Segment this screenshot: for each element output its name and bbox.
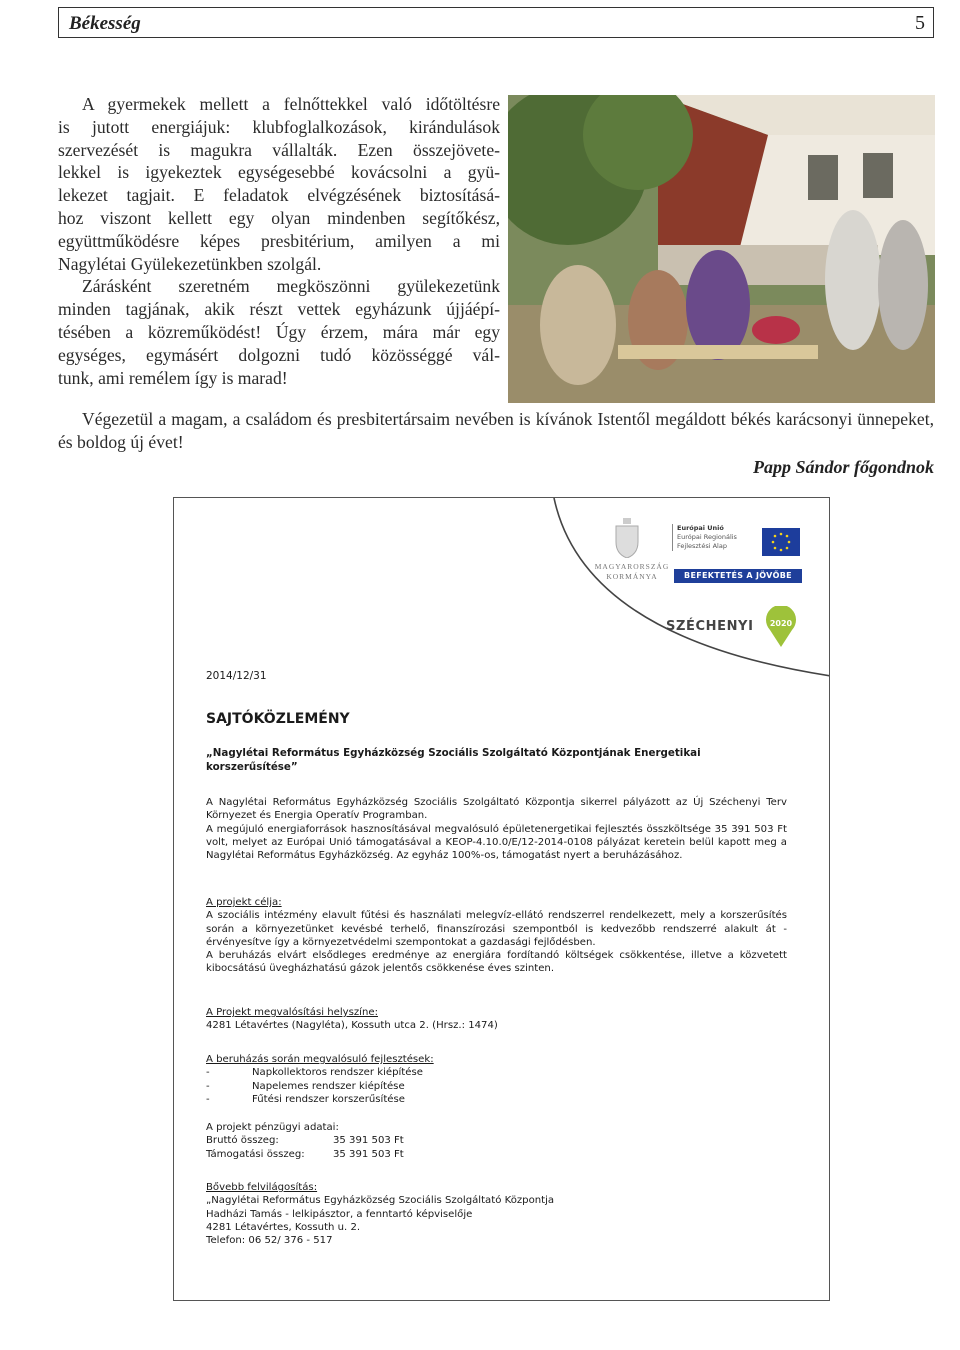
contact-section bbox=[206, 1181, 787, 1247]
list-item: - Napkollektoros rendszer kiépítése bbox=[206, 1067, 423, 1079]
article-line: lekezet tagjait. E feladatok elvégzésének biztosításá- bbox=[58, 185, 500, 206]
szechenyi-logo-text: SZÉCHENYI bbox=[666, 619, 754, 634]
goal-paragraph-2: A beruházás elvárt elsődleges eredménye az energiára fordítandó költségek csökkentése, illetve a közvetett kibocsátású üvegházhatású gázok jelentős csökkenése éves szinten. bbox=[206, 950, 787, 975]
article-line: minden tagjának, akik részt vettek egyházunk újjáépí- bbox=[58, 299, 500, 320]
release-subject: „Nagylétai Református Egyházközség Szociális Szolgáltató Központjának Energetikai korszerűsítése” bbox=[206, 747, 701, 773]
article-paragraph-2: Végezetül a magam, a családom és presbitertársaim nevében is kívánok Istentől megáldott békés karácsonyi ünnepeket, és boldog új évet! bbox=[58, 409, 934, 452]
list-item: - Fűtési rendszer korszerűsítése bbox=[206, 1093, 405, 1105]
contact-title: Bővebb felvilágosítás: bbox=[206, 1182, 318, 1193]
article-paragraph-1 bbox=[58, 93, 500, 389]
article-signature: Papp Sándor főgondnok bbox=[752, 457, 934, 477]
government-name: MAGYARORSZÁG KORMÁNYA bbox=[594, 562, 670, 581]
location-address: 4281 Létavértes (Nagyléta), Kossuth utca 2. (Hrsz.: 1474) bbox=[206, 1020, 498, 1032]
article-line: lekkel is igyekeztek egységesebbé kovácsolni a gyü- bbox=[58, 162, 500, 183]
article-line: hoz viszont kellett egy olyan mindenben segítőkész, bbox=[58, 207, 500, 228]
release-date: 2014/12/31 bbox=[206, 670, 267, 682]
finance-title: A projekt pénzügyi adatai: bbox=[206, 1122, 339, 1133]
contact-line: Hadházi Tamás - lelkipásztor, a fenntartó képviselője bbox=[206, 1208, 473, 1220]
coat-of-arms-icon bbox=[612, 518, 642, 558]
finance-row: Bruttó összeg: 35 391 503 Ft bbox=[206, 1135, 404, 1147]
article-line: A gyermekek mellett a felnőttekkel való időtöltésre bbox=[82, 94, 500, 114]
developments-section bbox=[206, 1053, 787, 1106]
goal-title: A projekt célja: bbox=[206, 897, 282, 908]
svg-text:2020: 2020 bbox=[769, 619, 793, 628]
publication-title: Békesség bbox=[69, 13, 141, 34]
goal-paragraph-1: A szociális intézmény elavult fűtési és használati melegvíz-ellátó rendszerrel rendelkezett, mely a korszerűsítés során a környezetünket kevésbé terhelő, finanszírozási szempontból is kedvezőbb rendszerré alakult át - érvényesítve így a környezetvédelmi szempontokat a gazdasági fejlődésben. bbox=[206, 910, 787, 948]
intro-paragraph-1: A Nagylétai Református Egyházközség Szociális Szolgáltató Központja sikerrel pályázott az Új Széchenyi Terv Környezet és Energia Operatív Programban. bbox=[206, 797, 787, 822]
page-header bbox=[58, 7, 934, 38]
press-release-box bbox=[173, 497, 830, 1301]
investment-banner: BEFEKTETÉS A JÖVŐBE bbox=[674, 569, 802, 583]
intro-section bbox=[206, 796, 787, 862]
finance-row: Támogatási összeg: 35 391 503 Ft bbox=[206, 1148, 404, 1160]
community-gathering-photo bbox=[508, 95, 935, 403]
article-line: tésében a közreműködést! Úgy érzem, mára már egy bbox=[58, 321, 500, 342]
eu-flag-icon bbox=[762, 528, 800, 556]
goal-section bbox=[206, 896, 787, 976]
article-line: együttműködésre képes presbitérium, amilyen a mi bbox=[58, 230, 500, 251]
location-section bbox=[206, 1006, 787, 1033]
article-line: is jutott energiájuk: klubfoglalkozások, kirándulások bbox=[58, 116, 500, 137]
list-item: - Napelemes rendszer kiépítése bbox=[206, 1080, 405, 1092]
article-line: Zárásként szeretném megköszönni gyülekezetünk bbox=[82, 276, 500, 297]
release-heading: SAJTÓKÖZLEMÉNY bbox=[206, 711, 350, 727]
article-line: szervezését is magukra vállalták. Ezen összejövete- bbox=[58, 139, 500, 160]
szechenyi-2020-pin-icon bbox=[764, 606, 798, 648]
contact-line: „Nagylétai Református Egyházközség Szociális Szolgáltató Központja bbox=[206, 1195, 555, 1207]
page-number: 5 bbox=[915, 12, 925, 34]
photo-illustration bbox=[508, 95, 935, 403]
finance-section bbox=[206, 1121, 787, 1161]
location-title: A Projekt megvalósítási helyszíne: bbox=[206, 1007, 378, 1018]
contact-line: 4281 Létavértes, Kossuth u. 2. bbox=[206, 1221, 361, 1233]
contact-line: Telefon: 06 52/ 376 - 517 bbox=[206, 1235, 333, 1247]
article-line: Nagylétai Gyülekezetünkben szolgál. bbox=[58, 253, 322, 274]
intro-paragraph-2: A megújuló energiaforrások hasznosításával megvalósuló épületenergetikai fejlesztés összköltsége 35 391 503 Ft volt, melyet az Európai Unió támogatásával a KEOP-4.10.0/E/12-2014-0108 pályázat keretein belül kapott meg a Nagylétai Református Egyházközség. Az egyház 100%-os, támogatást nyert a beruházásához. bbox=[206, 823, 787, 862]
eu-fund-label: Európai Unió Európai Regionális Fejlesztési Alap bbox=[672, 524, 757, 551]
article-line: tunk, ami remélem így is marad! bbox=[58, 367, 288, 388]
article-line: egységes, egymásért dolgozni tudó közösséggé vál- bbox=[58, 344, 500, 365]
developments-title: A beruházás során megvalósuló fejlesztések: bbox=[206, 1054, 434, 1065]
